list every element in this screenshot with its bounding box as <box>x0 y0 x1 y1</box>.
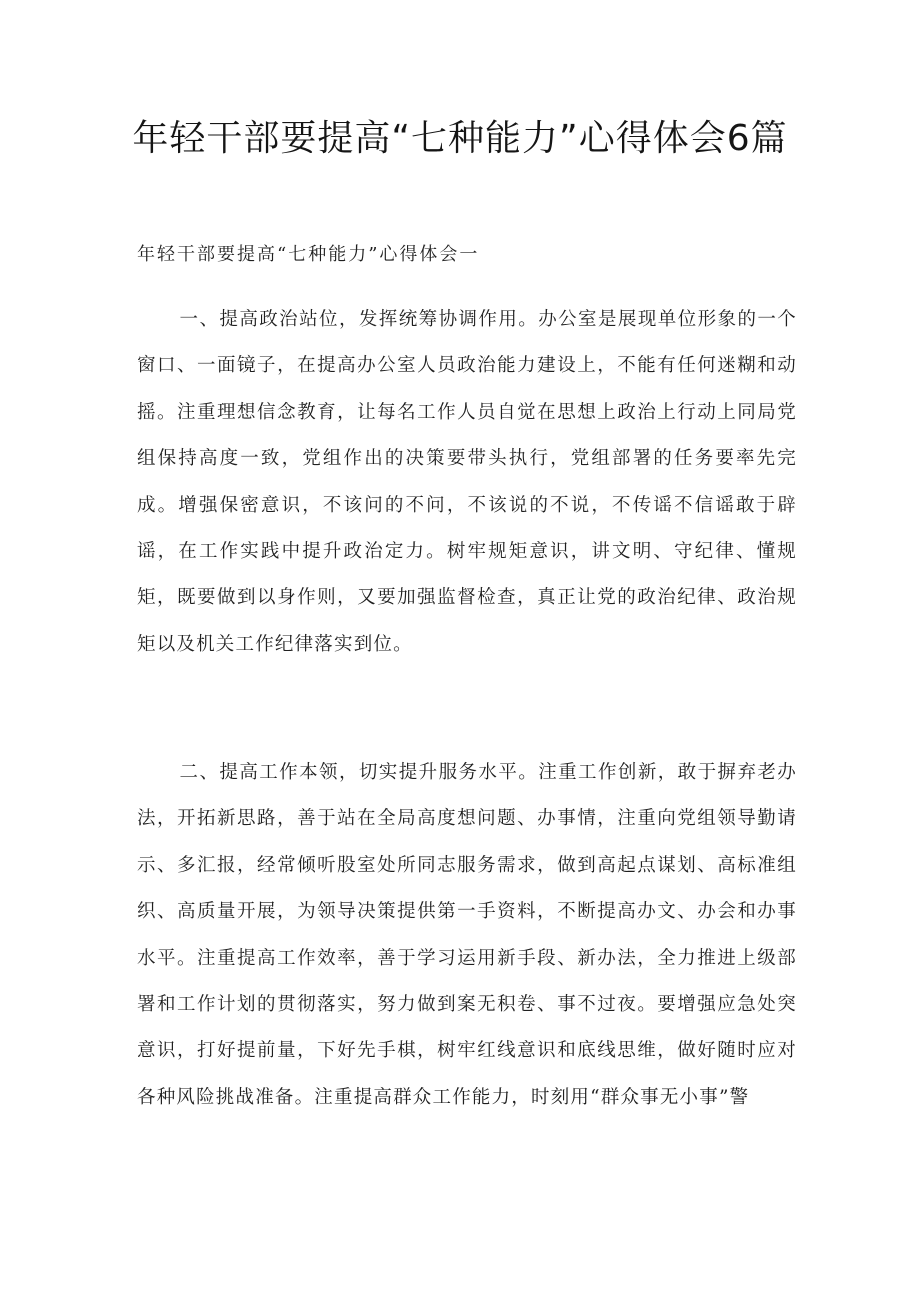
document-title: 年轻干部要提高“七种能力”心得体会6篇 <box>132 118 788 159</box>
paragraph-2: 二、提高工作本领，切实提升服务水平。注重工作创新，敢于摒弃老办法，开拓新思路，善于站在全局高度想问题、办事情，注重向党组领导勤请示、多汇报，经常倾听股室处所同志服务需求，做到高起点谋划、高标准组织、高质量开展，为领导决策提供第一手资料，不断提高办文、办会和办事水平。注重提高工作效率，善于学习运用新手段、新办法，全力推进上级部署和工作计划的贯彻落实，努力做到案无积卷、事不过夜。要增强应急处突意识，打好提前量，下好先手棋，树牢红线意识和底线思维，做好随时应对各种风险挑战准备。注重提高群众工作能力，时刻用“群众事无小事”警 <box>137 762 797 1108</box>
paragraph-1: 一、提高政治站位，发挥统筹协调作用。办公室是展现单位形象的一个窗口、一面镜子，在提高办公室人员政治能力建设上，不能有任何迷糊和动摇。注重理想信念教育，让每名工作人员自觉在思想上政治上行动上同局党组保持高度一致，党组作出的决策要带头执行，党组部署的任务要率先完成。增强保密意识，不该问的不问，不该说的不说，不传谣不信谣敢于辟谣，在工作实践中提升政治定力。树牢规矩意识，讲文明、守纪律、懂规矩，既要做到以身作则，又要加强监督检查，真正让党的政治纪律、政治规矩以及机关工作纪律落实到位。 <box>137 309 797 655</box>
section-heading: 年轻干部要提高“七种能力”心得体会一 <box>137 244 480 265</box>
